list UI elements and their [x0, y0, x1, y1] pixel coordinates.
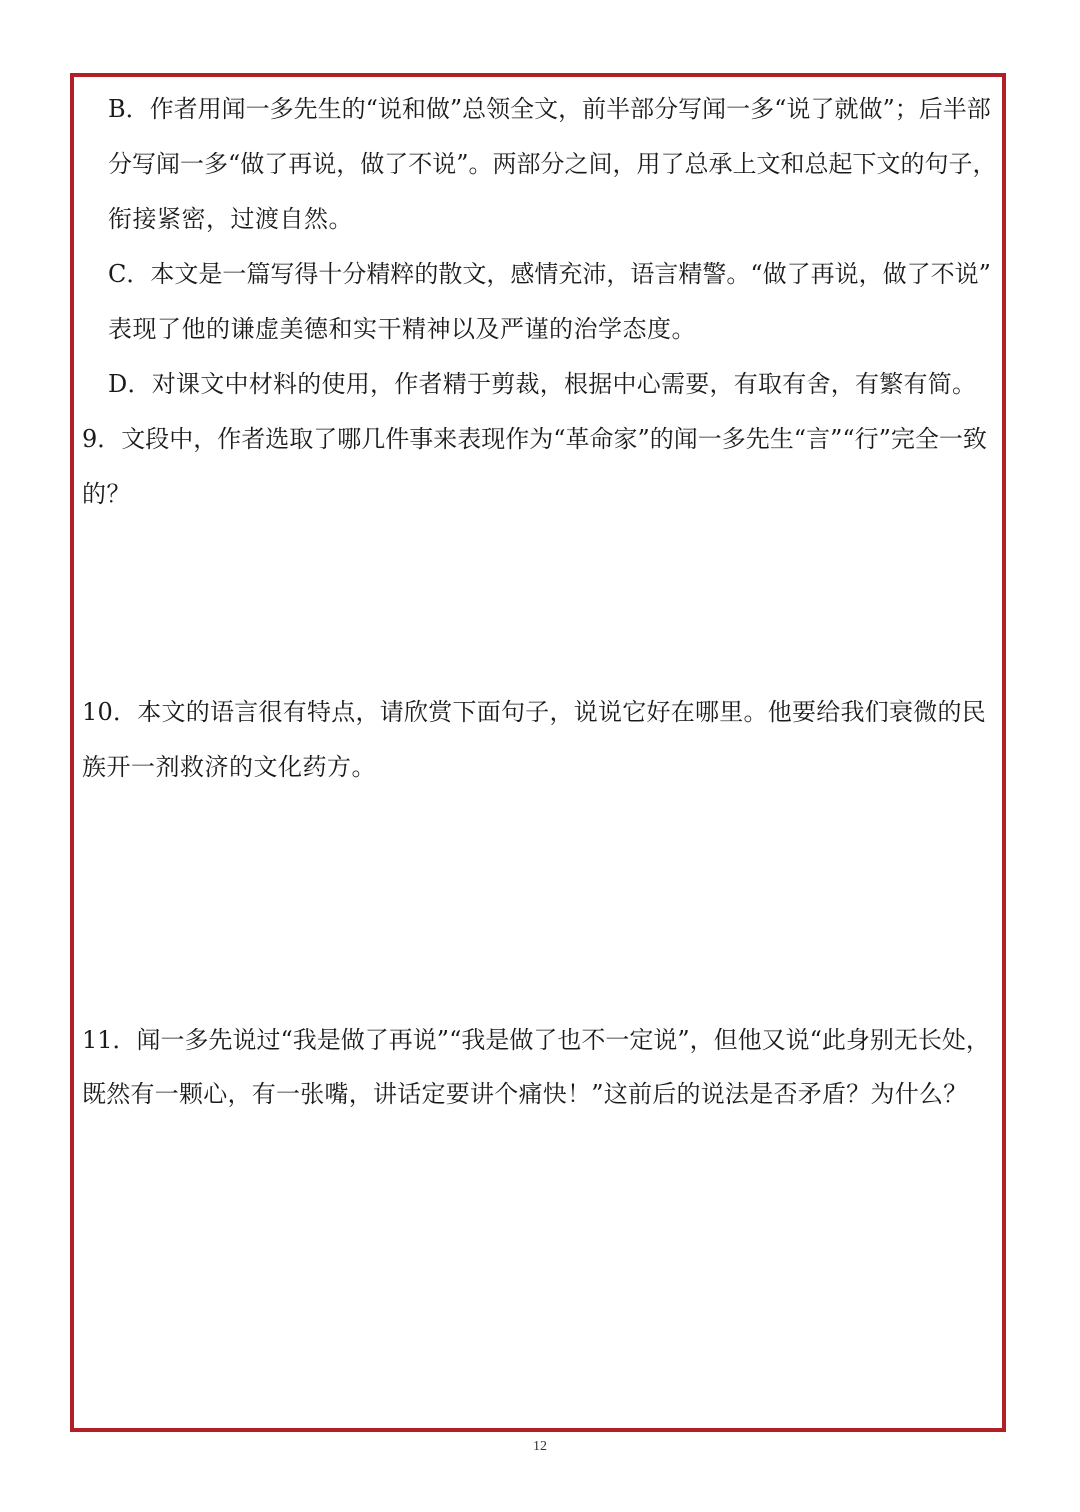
question-9-line-2: 的？ — [82, 480, 131, 508]
question-9-line-1: 9．文段中，作者选取了哪几件事来表现作为“革命家”的闻一多先生“言”“行”完全一致 — [82, 425, 987, 453]
question-11-line-2: 既然有一颗心，有一张嘴，讲话定要讲个痛快！”这前后的说法是否矛盾？为什么？ — [82, 1080, 968, 1108]
option-c-line-1: C．本文是一篇写得十分精粹的散文，感情充沛，语言精警。“做了再说，做了不说” — [108, 260, 991, 288]
page-number: 12 — [533, 1439, 547, 1454]
question-10-line-2: 族开一剂救济的文化药方。 — [82, 753, 376, 781]
option-d-line: D．对课文中材料的使用，作者精于剪裁，根据中心需要，有取有舍，有繁有简。 — [108, 370, 977, 398]
question-10-line-1: 10．本文的语言很有特点，请欣赏下面句子，说说它好在哪里。他要给我们衰微的民 — [82, 698, 987, 726]
question-11-line-1: 11．闻一多先说过“我是做了再说”“我是做了也不一定说”，但他又说“此身别无长处， — [82, 1026, 990, 1054]
option-b-line-1: B．作者用闻一多先生的“说和做”总领全文，前半部分写闻一多“说了就做”；后半部 — [108, 95, 991, 123]
option-b-line-3: 衔接紧密，过渡自然。 — [108, 205, 353, 233]
option-b-line-2: 分写闻一多“做了再说，做了不说”。两部分之间，用了总承上文和总起下文的句子， — [108, 150, 997, 178]
option-c-line-2: 表现了他的谦虚美德和实干精神以及严谨的治学态度。 — [108, 315, 696, 343]
